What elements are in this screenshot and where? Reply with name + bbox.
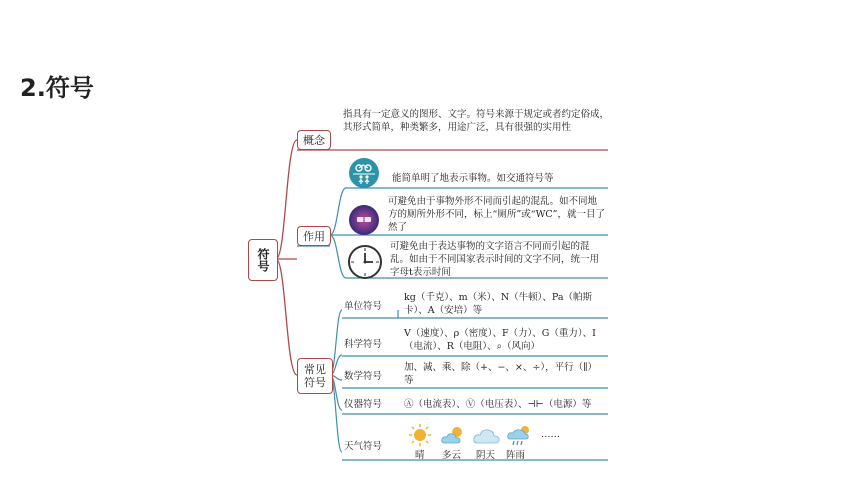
instrument-symbol-text: Ⓐ（电流表）、Ⓥ（电压表）、⊣⊢（电源）等 [404,399,592,410]
instrument-symbol-label: 仪器符号 [344,399,383,410]
weather-label-overcast: 阴天 [476,450,496,461]
concept-node: 概念 [297,130,331,150]
restroom-sign-icon [348,204,380,236]
weather-label-sunny: 晴 [415,450,425,461]
weather-symbol-label: 天气符号 [344,441,383,452]
root-node: 符号 [248,239,278,281]
weather-label-shower: 阵雨 [506,450,526,461]
function-text-2: 可避免由于事物外形不同而引起的混乱。如不同地方的厕所外形不同，标上“厕所”或“WC”，就一目了然了 [388,196,605,233]
function-node: 作用 [297,226,331,246]
common-node: 常见符号 [297,358,333,394]
concept-text: 指具有一定意义的图形、文字。符号来源于规定或者约定俗成，其形式简单，种类繁多，用途广泛，具有很强的实用性 [343,109,610,133]
weather-label-cloudy: 多云 [442,450,462,461]
math-symbol-text: 加、减、乘、除（+、−、×、÷），平行（∥）等 [404,362,597,386]
science-symbol-label: 科学符号 [344,339,383,350]
page-title: 2.符号 [20,74,94,102]
bicycle-pedestrian-sign-icon [348,157,380,189]
weather-ellipsis: …… [541,429,560,440]
clock-icon [347,244,383,280]
function-text-3: 可避免由于表达事物的文字语言不同而引起的混乱。如由于不同国家表示时间的文字不同，统一用字母t表示时间 [390,241,600,278]
partly-cloudy-icon [440,424,468,446]
unit-symbol-label: 单位符号 [344,301,383,312]
overcast-icon [472,424,502,446]
shower-icon [506,424,534,446]
function-text-1: 能简单明了地表示事物。如交通符号等 [392,173,554,184]
sunny-icon [407,424,433,446]
math-symbol-label: 数学符号 [344,371,383,382]
unit-symbol-text: kg（千克）、m（米）、N（牛顿）、Pa（帕斯卡）、A（安培）等 [404,292,593,316]
science-symbol-text: V（速度）、ρ（密度）、F（力）、G（重力）、I（电流）、R（电阻）、⌕（风向） [404,328,596,352]
